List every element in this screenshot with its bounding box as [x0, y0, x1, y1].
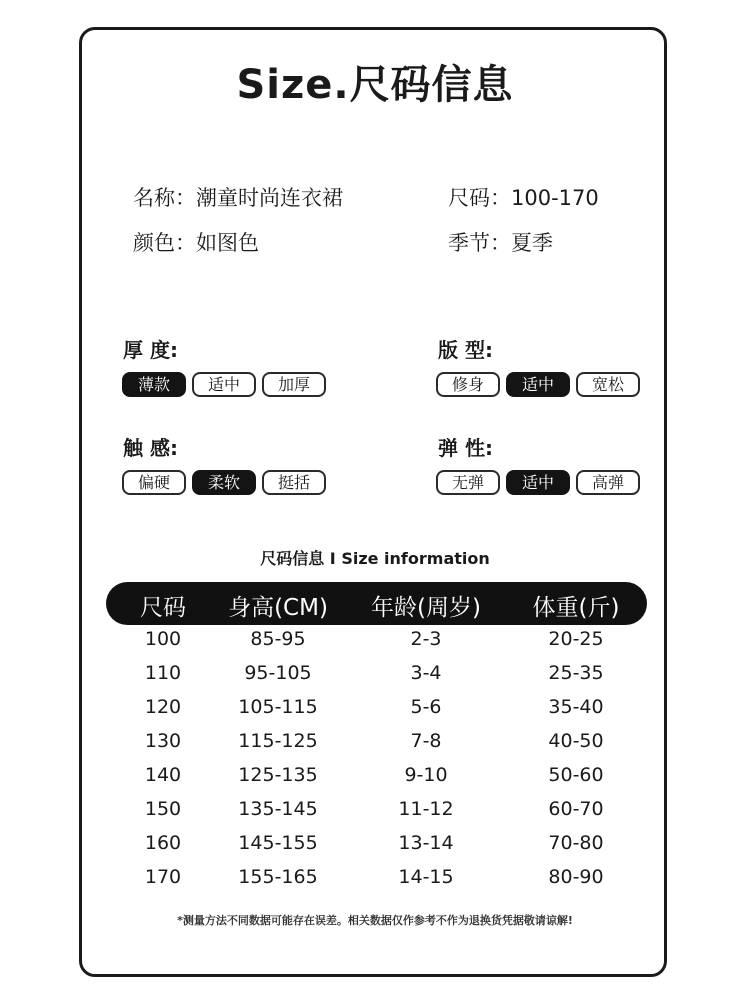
- cell-age: 2-3: [410, 628, 442, 650]
- cell-weight: 60-70: [548, 798, 604, 820]
- feel-options: [122, 470, 326, 495]
- thickness-options: [122, 372, 326, 397]
- elasticity-option: 高弹: [576, 470, 640, 495]
- cell-height: 115-125: [238, 730, 318, 752]
- table-row: [0, 866, 750, 896]
- cell-age: 11-12: [398, 798, 454, 820]
- cell-weight: 40-50: [548, 730, 604, 752]
- thickness-label: 厚 度:: [123, 338, 178, 362]
- table-row: [0, 764, 750, 794]
- product-season: 季节：夏季: [448, 231, 553, 255]
- thickness-option: 加厚: [262, 372, 326, 397]
- page-title: Size.尺码信息: [236, 62, 514, 108]
- feel-option: 偏硬: [122, 470, 186, 495]
- cell-age: 9-10: [404, 764, 448, 786]
- feel-option: 挺括: [262, 470, 326, 495]
- header-size: 尺码: [140, 595, 186, 621]
- fit-options: [436, 372, 640, 397]
- cell-height: 105-115: [238, 696, 318, 718]
- cell-weight: 80-90: [548, 866, 604, 888]
- fit-option: 修身: [436, 372, 500, 397]
- cell-height: 85-95: [250, 628, 306, 650]
- cell-size: 110: [144, 662, 182, 684]
- cell-weight: 20-25: [548, 628, 604, 650]
- cell-height: 155-165: [238, 866, 318, 888]
- cell-weight: 35-40: [548, 696, 604, 718]
- cell-height: 135-145: [238, 798, 318, 820]
- cell-age: 13-14: [398, 832, 454, 854]
- cell-height: 125-135: [238, 764, 318, 786]
- cell-size: 120: [144, 696, 182, 718]
- size-table-header: [106, 582, 647, 625]
- cell-height: 145-155: [238, 832, 318, 854]
- feel-label: 触 感:: [123, 436, 178, 460]
- cell-age: 7-8: [410, 730, 442, 752]
- cell-height: 95-105: [244, 662, 312, 684]
- header-height: 身高(CM): [228, 595, 328, 621]
- table-row: [0, 730, 750, 760]
- thickness-option: 适中: [192, 372, 256, 397]
- elasticity-label: 弹 性:: [438, 436, 493, 460]
- feel-option: 柔软: [192, 470, 256, 495]
- fit-label: 版 型:: [438, 338, 493, 362]
- cell-size: 150: [144, 798, 182, 820]
- header-age: 年龄(周岁): [371, 595, 481, 621]
- header-weight: 体重(斤): [532, 595, 620, 621]
- cell-weight: 70-80: [548, 832, 604, 854]
- table-row: [0, 696, 750, 726]
- fit-option: 宽松: [576, 372, 640, 397]
- table-row: [0, 628, 750, 658]
- elasticity-options: [436, 470, 640, 495]
- cell-weight: 50-60: [548, 764, 604, 786]
- cell-age: 3-4: [410, 662, 442, 684]
- cell-age: 14-15: [398, 866, 454, 888]
- size-range: 尺码：100-170: [448, 186, 599, 210]
- table-row: [0, 662, 750, 692]
- cell-size: 140: [144, 764, 182, 786]
- cell-weight: 25-35: [548, 662, 604, 684]
- cell-size: 100: [144, 628, 182, 650]
- fit-option: 适中: [506, 372, 570, 397]
- thickness-option: 薄款: [122, 372, 186, 397]
- cell-age: 5-6: [410, 696, 442, 718]
- product-name: 名称：潮童时尚连衣裙: [133, 186, 343, 210]
- product-color: 颜色：如图色: [133, 231, 259, 255]
- cell-size: 160: [144, 832, 182, 854]
- footnote: *测量方法不同数据可能存在误差。相关数据仅作参考不作为退换货凭据敬请谅解!: [177, 914, 573, 927]
- cell-size: 130: [144, 730, 182, 752]
- table-row: [0, 832, 750, 862]
- size-table-subtitle: 尺码信息 I Size information: [260, 549, 490, 568]
- cell-size: 170: [144, 866, 182, 888]
- elasticity-option: 无弹: [436, 470, 500, 495]
- table-row: [0, 798, 750, 828]
- elasticity-option: 适中: [506, 470, 570, 495]
